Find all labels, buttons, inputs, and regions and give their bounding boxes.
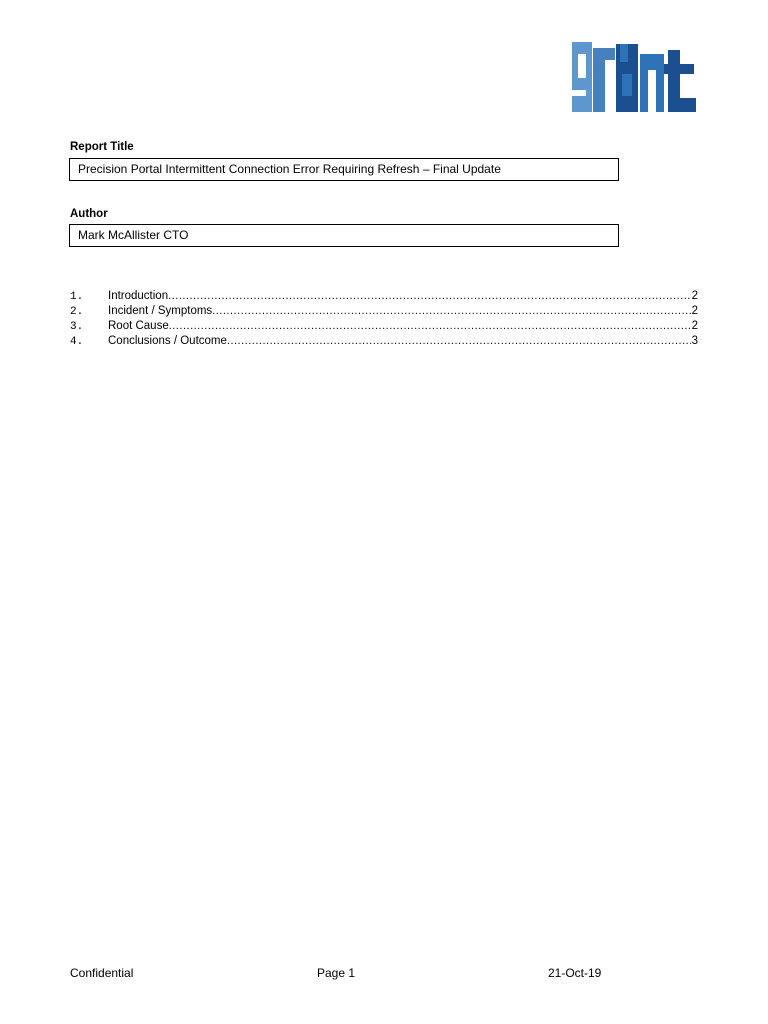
toc-number: 2. [70, 306, 84, 318]
toc-page-number: 2 [691, 320, 698, 332]
toc-entry-incident-symptoms[interactable] [70, 304, 698, 319]
toc-title: Incident / Symptoms [108, 305, 213, 317]
toc-title: Conclusions / Outcome [108, 335, 227, 347]
toc-leader [168, 289, 690, 304]
toc-title: Root Cause [108, 320, 169, 332]
toc-entry-introduction[interactable] [70, 289, 698, 304]
company-logo [572, 40, 698, 114]
report-title-label: Report Title [70, 141, 134, 153]
toc-page-number: 3 [691, 335, 698, 347]
author-label: Author [70, 208, 108, 220]
grant-logo-icon [572, 40, 698, 114]
toc-leader [227, 334, 691, 349]
toc-entry-conclusions-outcome[interactable] [70, 334, 698, 349]
toc-leader [212, 304, 690, 319]
toc-entry-root-cause[interactable] [70, 319, 698, 334]
report-title-field: Precision Portal Intermittent Connection Error Requiring Refresh – Final Update [69, 158, 619, 181]
footer-date: 21-Oct-19 [548, 966, 602, 980]
toc-page-number: 2 [691, 290, 698, 302]
toc-title: Introduction [108, 290, 169, 302]
table-of-contents [70, 289, 698, 349]
toc-leader [169, 319, 691, 334]
author-field: Mark McAllister CTO [69, 224, 619, 247]
toc-page-number: 2 [691, 305, 698, 317]
footer-page-number: Page 1 [317, 966, 356, 980]
toc-number: 3. [70, 321, 84, 333]
footer-confidential: Confidential [70, 966, 134, 980]
toc-number: 1. [70, 291, 84, 303]
toc-number: 4. [70, 336, 84, 348]
